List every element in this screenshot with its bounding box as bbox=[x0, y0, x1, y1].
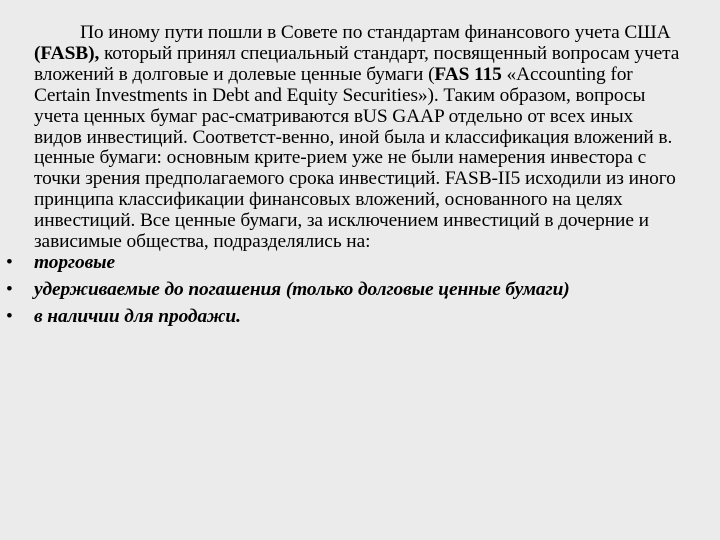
paragraph-text-1: По иному пути пошли в Совете по стандартам финансового учета США bbox=[80, 22, 671, 43]
bullet-icon: • bbox=[6, 305, 13, 327]
slide-content bbox=[6, 22, 684, 328]
paragraph-text-2: который принял специальный стандарт, посвященный вопросам учета вложений в долговые и долевые ценные бумаги ( bbox=[34, 42, 680, 85]
main-paragraph bbox=[34, 23, 684, 253]
classification-list bbox=[6, 251, 684, 328]
list-item bbox=[6, 251, 684, 274]
paragraph-bold-fas115: FAS 115 bbox=[434, 63, 502, 85]
list-item-text: торговые bbox=[34, 251, 115, 273]
bullet-icon: • bbox=[6, 251, 13, 273]
paragraph-bold-fasb: (FASB), bbox=[34, 42, 100, 64]
bullet-icon: • bbox=[6, 278, 13, 300]
list-item bbox=[6, 305, 684, 328]
paragraph-text-3: «Accounting for Certain Investments in Debt and Equity Securities»). Таким образом, вопросы учета ценных бумаг рас-сматриваются вUS GAAP отдельно от всех иных видов инвестиций. Соответст-венно, иной была и классификация вложений в. ценные бумаги: основным крите-рием уже не были намерения инвестора с точки зрения предполагаемого срока инвестиций. FASB-II5 исходили из иного принципа классификации финансовых вложений, основанного на целях инвестиций. Все ценные бумаги, за исключением инвестиций в дочерние и зависимые общества, подразделялись на: bbox=[34, 63, 676, 253]
list-item bbox=[6, 278, 684, 301]
list-item-text: в наличии для продажи. bbox=[34, 305, 241, 327]
list-item-text: удерживаемые до погашения (только долговые ценные бумаги) bbox=[34, 278, 570, 300]
